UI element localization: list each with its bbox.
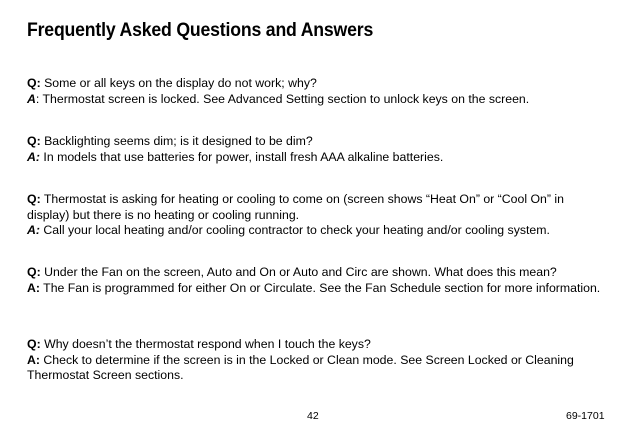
answer-label: A bbox=[27, 91, 36, 106]
answer-label: A: bbox=[27, 223, 40, 237]
answer bbox=[27, 223, 609, 239]
question-label: Q: bbox=[27, 76, 41, 90]
answer-label-colon: : bbox=[35, 91, 40, 106]
answer-text: Call your local heating and/or cooling contractor to check your heating and/or cooling system. bbox=[39, 223, 550, 237]
faq-item-keys bbox=[27, 76, 609, 107]
question-label: Q: bbox=[27, 134, 41, 148]
question bbox=[27, 265, 609, 281]
document-number: 69-1701 bbox=[566, 410, 605, 422]
question-text: Backlighting seems dim; is it designed to be dim? bbox=[40, 134, 313, 148]
answer bbox=[27, 150, 609, 166]
answer-label: A: bbox=[27, 280, 40, 295]
answer bbox=[27, 353, 609, 384]
question-text: Under the Fan on the screen, Auto and On or Auto and Circ are shown. What does this mean? bbox=[40, 265, 557, 279]
faq-item-backlight bbox=[27, 134, 609, 165]
question-label: Q: bbox=[27, 337, 41, 351]
question-label: Q: bbox=[27, 265, 41, 279]
page-title: Frequently Asked Questions and Answers bbox=[27, 20, 374, 41]
answer bbox=[27, 281, 609, 297]
question-text: Why doesn’t the thermostat respond when I touch the keys? bbox=[40, 337, 371, 351]
question bbox=[27, 76, 609, 92]
answer-text: Thermostat screen is locked. See Advanced Setting section to unlock keys on the screen. bbox=[39, 91, 530, 106]
faq-item-respond bbox=[27, 337, 609, 384]
answer-text: The Fan is programmed for either On or Circulate. See the Fan Schedule section for more information. bbox=[39, 280, 601, 295]
question-text: Thermostat is asking for heating or cooling to come on (screen shows “Heat On” or “Cool On” in display) but there is no heating or cooling running. bbox=[27, 192, 564, 222]
faq-item-fan bbox=[27, 265, 609, 296]
question-text: Some or all keys on the display do not work; why? bbox=[40, 76, 317, 90]
answer-label: A: bbox=[27, 149, 40, 164]
question bbox=[27, 134, 609, 150]
faq-item-heating-cooling bbox=[27, 192, 609, 239]
page-number: 42 bbox=[307, 410, 319, 422]
answer-text: Check to determine if the screen is in the Locked or Clean mode. See Screen Locked or Cleaning Thermostat Screen sections. bbox=[27, 352, 574, 382]
question bbox=[27, 337, 609, 353]
answer-label: A: bbox=[27, 352, 40, 367]
answer-text: In models that use batteries for power, install fresh AAA alkaline batteries. bbox=[39, 149, 444, 164]
answer bbox=[27, 92, 609, 108]
question-label: Q: bbox=[27, 192, 41, 206]
question bbox=[27, 192, 609, 223]
